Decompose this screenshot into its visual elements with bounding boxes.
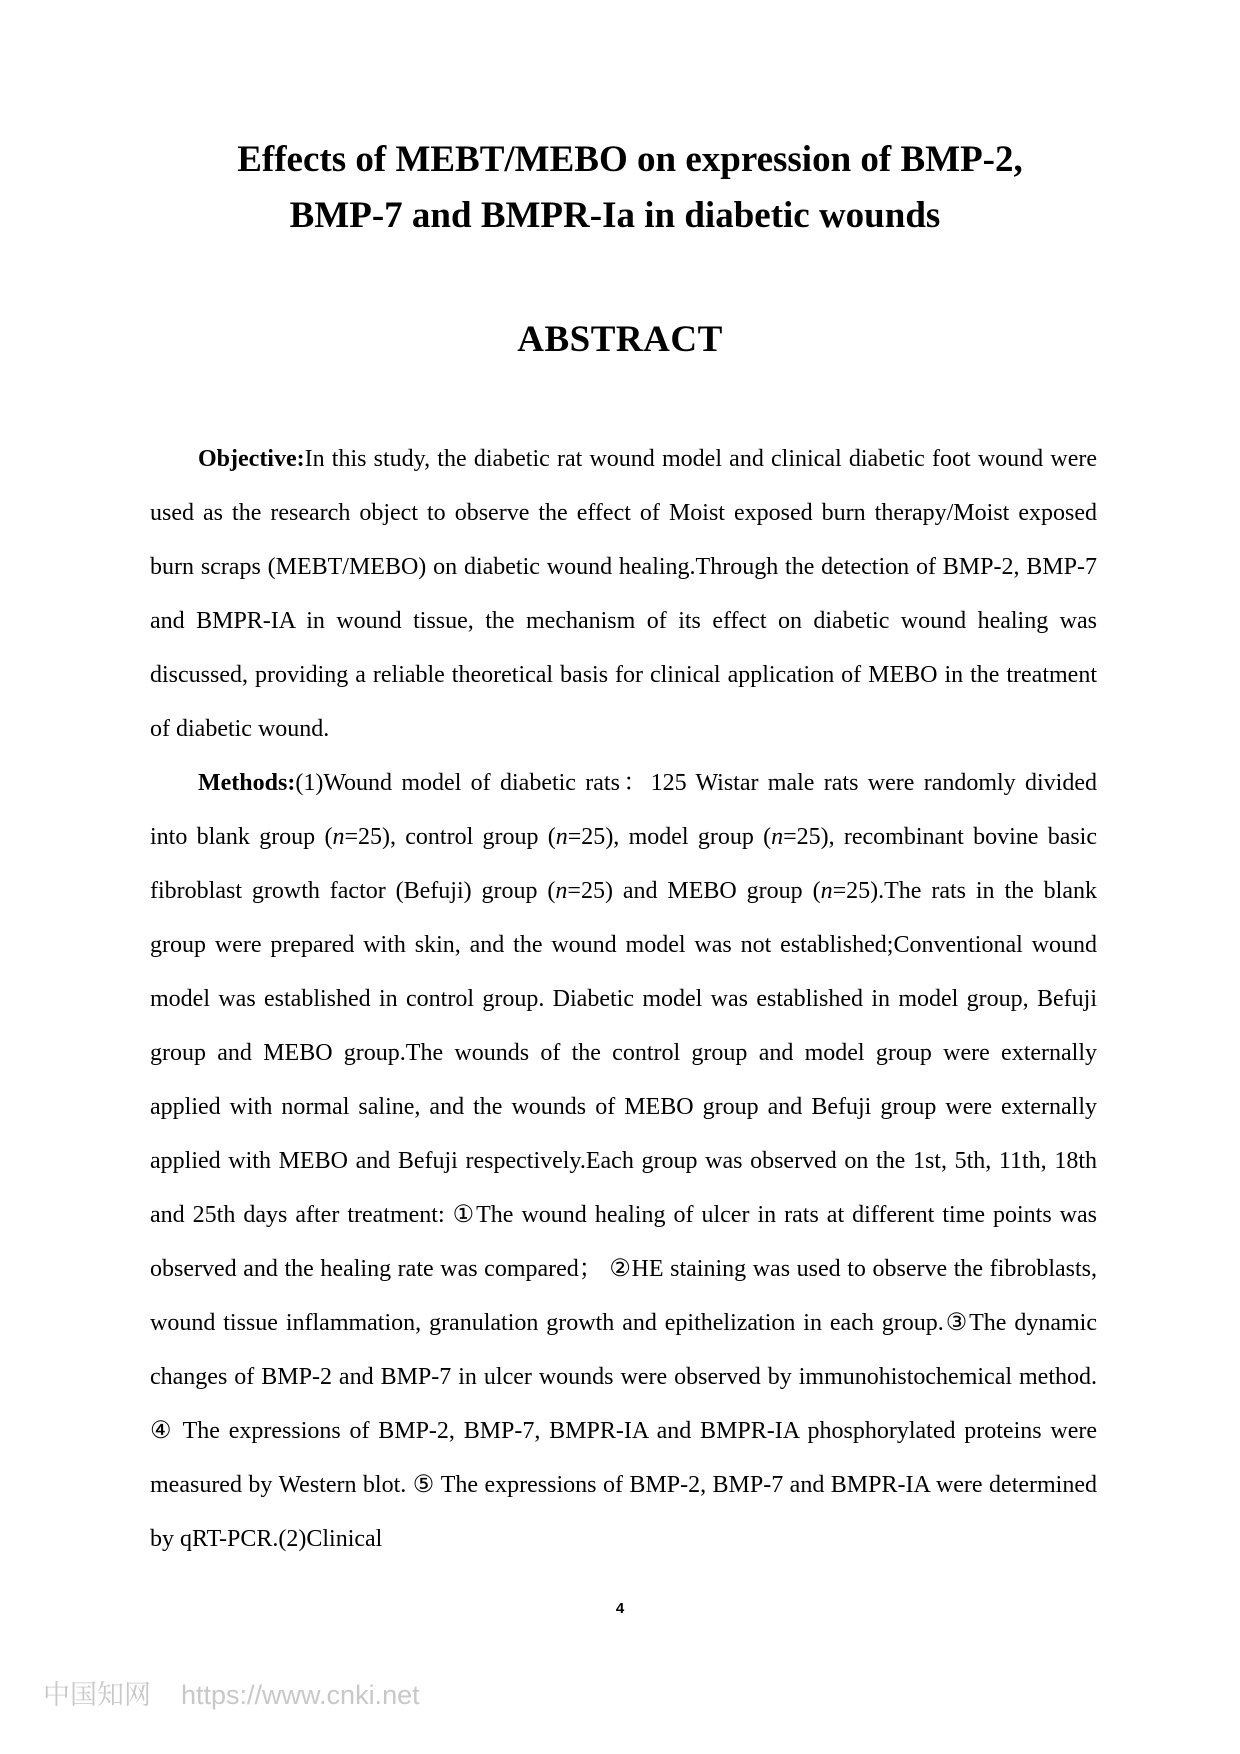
n-value: =25 [783,824,821,850]
methods-text-1: (1)Wound model of diabetic rats：125 Wistar male rats were randomly divided into blank group ( [150,770,1097,850]
abstract-heading: ABSTRACT [517,319,723,360]
objective-text: In this study, the diabetic rat wound model and clinical diabetic foot wound were used as the research object to observe the effect of Moist exposed burn therapy/Moist exposed burn scraps (MEBT/MEBO) on diabetic wound healing.Through the detection of BMP-2, BMP-7 and BMPR-IA in wound tissue, the mechanism of its effect on diabetic wound healing was discussed, providing a reliable theoretical basis for clinical application of MEBO in the treatment of diabetic wound. [150,446,1097,742]
methods-text-3: ), model group ( [605,824,772,850]
objective-label: Objective: [198,446,305,472]
n-value: =25 [832,878,871,904]
abstract-body [150,432,1097,1566]
watermark-brand: 中国知网 [43,1680,151,1710]
methods-text-4: ), recombinant bovine basic fibroblast growth factor (Befuji) group ( [150,824,1098,904]
watermark-url: https://www.cnki.net [181,1680,420,1710]
title-line-2: BMP-7 and BMPR-Ia in diabetic wounds [289,195,941,236]
methods-text-2: ), control group ( [382,824,556,850]
methods-text-6: ).The rats in the blank group were prepared with skin, and the wound model was not established;Conventional wound model was established in control group. Diabetic model was established in model group, Befuji group and MEBO group.The wounds of the control group and model group were externally applied with normal saline, and the wounds of MEBO group and Befuji group were externally applied with MEBO and Befuji respectively.Each group was observed on the 1st, 5th, 11th, 18th and 25th days after treatment: ①The wound healing of ulcer in rats at different time points was observed and the healing rate was compared； ②HE staining was used to observe the fibroblasts, wound tissue inflammation, granulation growth and epithelization in each group.③The dynamic changes of BMP-2 and BMP-7 in ulcer wounds were observed by immunohistochemical method. ④ The expressions of BMP-2, BMP-7, BMPR-IA and BMPR-IA phosphorylated proteins were measured by Western blot. ⑤ The expressions of BMP-2, BMP-7 and BMPR-IA were determined by qRT-PCR.(2)Clinical [150,878,1098,1552]
title-line-1: Effects of MEBT/MEBO on expression of BMP-2, [237,139,1023,180]
objective-paragraph [150,432,1097,756]
n-value: =25 [567,824,606,850]
n-symbol: n [771,824,784,850]
n-symbol: n [332,824,345,850]
methods-label: Methods: [198,770,296,796]
methods-text-5: ) and MEBO group ( [604,878,821,904]
n-symbol: n [820,878,833,904]
n-symbol: n [555,878,568,904]
page-number: 4 [615,1600,625,1617]
methods-paragraph [150,756,1097,1566]
n-value: =25 [344,824,382,850]
watermark [43,1673,420,1712]
n-symbol: n [555,824,568,850]
paper-title [0,132,1240,244]
n-value: =25 [567,878,605,904]
